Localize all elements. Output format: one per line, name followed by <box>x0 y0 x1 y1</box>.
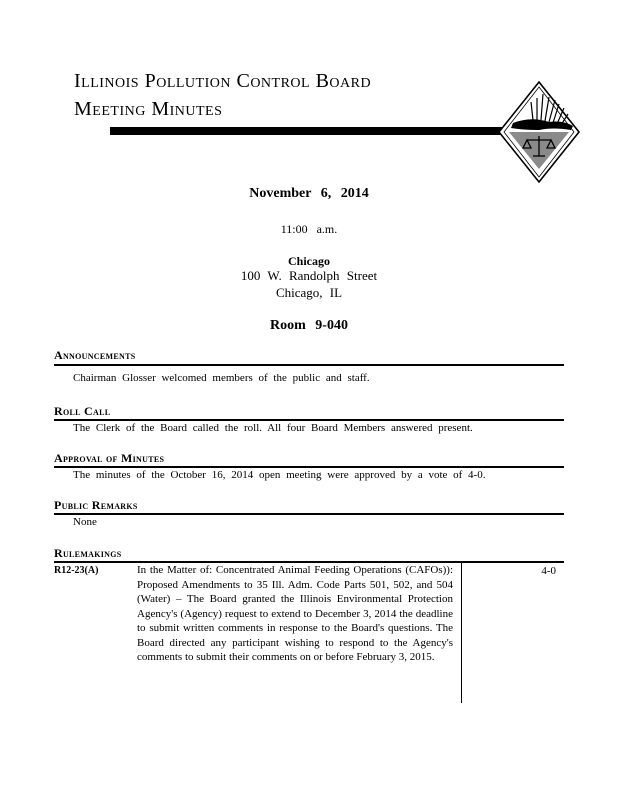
roll-call-body: The Clerk of the Board called the roll. All four Board Members answered present. <box>73 422 473 434</box>
meeting-city: Chicago <box>288 254 330 268</box>
announcements-body: Chairman Glosser welcomed members of the public and staff. <box>73 372 370 384</box>
board-title-text: Illinois Pollution Control Board <box>74 70 372 92</box>
meeting-date: November 6, 2014 <box>249 186 369 201</box>
column-divider <box>461 563 462 703</box>
public-remarks-body: None <box>73 516 97 528</box>
roll-call-heading: Roll Call <box>54 404 111 418</box>
board-logo-icon <box>497 80 581 184</box>
approval-body: The minutes of the October 16, 2014 open meeting were approved by a vote of 4-0. <box>73 469 486 481</box>
meeting-address: 100 W. Randolph Street <box>240 268 378 283</box>
meeting-time: 11:00 a.m. <box>280 222 338 236</box>
roll-call-rule <box>54 419 564 421</box>
document-title <box>74 98 222 121</box>
vote-count: 4-0 <box>541 565 556 577</box>
rulemakings-heading: Rulemakings <box>54 546 122 560</box>
announcements-rule <box>54 364 564 366</box>
meeting-city-state: Chicago, IL <box>275 285 343 300</box>
header-rule <box>110 127 510 135</box>
meeting-room: Room 9-040 <box>270 318 348 333</box>
public-remarks-heading: Public Remarks <box>54 498 138 512</box>
rulemaking-item <box>54 563 564 703</box>
public-remarks-rule <box>54 513 564 515</box>
approval-heading: Approval of Minutes <box>54 451 165 465</box>
approval-rule <box>54 466 564 468</box>
rulemaking-description: In the Matter of: Concentrated Animal Feeding Operations (CAFOs)): Proposed Amendments to 35 Ill. Adm. Code Parts 501, 502, and 504 (Water) – The Board granted the Illinois Environmental Protection Agency's (Agency) request to extend to December 3, 2014 the deadline to submit written comments in response to the Board's questions. The Board directed any participant wishing to respond to the Agency's comments to submit their comments on or before February 3, 2015. <box>137 564 453 663</box>
docket-number: R12-23(A) <box>54 565 99 576</box>
announcements-heading: Announcements <box>54 348 136 362</box>
document-title-text: Meeting Minutes <box>74 98 223 120</box>
board-title <box>74 70 371 93</box>
